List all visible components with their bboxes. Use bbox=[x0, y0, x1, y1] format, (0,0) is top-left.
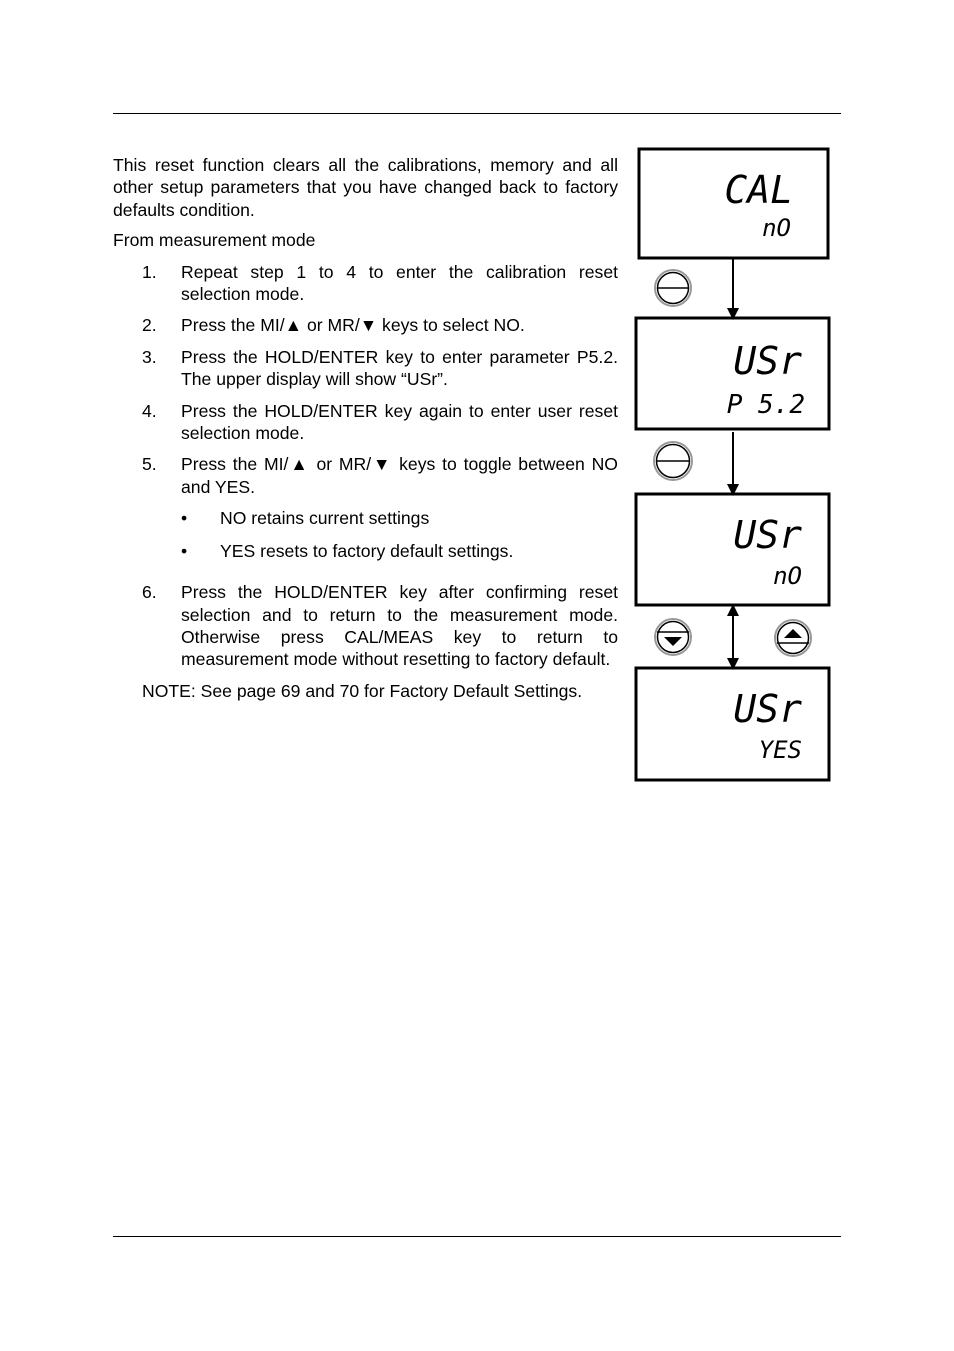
step-number: 4. bbox=[142, 400, 157, 421]
enter-key-icon bbox=[654, 442, 692, 480]
lcd-lower-text: nO bbox=[773, 562, 802, 590]
intro-paragraph: This reset function clears all the calibrations, memory and all other setup parameters that you have changed back to factory defaults condition. bbox=[113, 155, 618, 220]
lcd-upper-text: USr bbox=[733, 339, 802, 383]
lcd-upper-text: CAL bbox=[724, 168, 793, 212]
step-text: Press the MI/▲ or MR/▼ keys to toggle between NO and YES. bbox=[181, 454, 618, 497]
bullet-dot: • bbox=[181, 508, 188, 529]
lead-paragraph: From measurement mode bbox=[113, 230, 316, 251]
note-paragraph: NOTE: See page 69 and 70 for Factory Default Settings. bbox=[142, 680, 583, 701]
step-text: Press the HOLD/ENTER key after confirming reset selection and to return to the measurement mode. Otherwise press CAL/MEAS key to return to measurement mode without resetting to factory default. bbox=[181, 582, 618, 670]
enter-key-icon bbox=[655, 270, 691, 306]
lcd-display-usr-p52 bbox=[636, 318, 829, 429]
lcd-display-usr-no bbox=[636, 494, 829, 605]
bullet-text: NO retains current settings bbox=[220, 508, 430, 529]
step-text: Press the HOLD/ENTER key again to enter user reset selection mode. bbox=[181, 400, 618, 444]
down-key-icon bbox=[655, 619, 691, 655]
step-number: 5. bbox=[142, 454, 157, 475]
lcd-lower-text: P 5.2 bbox=[726, 390, 805, 420]
lcd-lower-text: nO bbox=[762, 214, 791, 242]
step-number: 2. bbox=[142, 315, 157, 336]
lcd-upper-text: USr bbox=[733, 687, 802, 731]
up-key-icon bbox=[775, 620, 811, 656]
step-text: Repeat step 1 to 4 to enter the calibration reset selection mode. bbox=[181, 261, 618, 305]
step-number: 6. bbox=[142, 582, 157, 603]
bullet-text: YES resets to factory default settings. bbox=[220, 540, 514, 561]
step-text: Press the MI/▲ or MR/▼ keys to select NO. bbox=[181, 315, 525, 336]
lcd-upper-text: USr bbox=[733, 513, 802, 557]
lcd-display-usr-yes bbox=[636, 668, 829, 780]
step-number: 3. bbox=[142, 346, 157, 367]
footer-rule bbox=[113, 1236, 841, 1237]
lcd-lower-text: YES bbox=[758, 736, 802, 764]
bullet-dot: • bbox=[181, 540, 188, 561]
step-number: 1. bbox=[142, 261, 157, 282]
lcd-display-cal bbox=[639, 149, 828, 258]
step-text: Press the HOLD/ENTER key to enter parameter P5.2. The upper display will show “USr”. bbox=[181, 346, 618, 390]
